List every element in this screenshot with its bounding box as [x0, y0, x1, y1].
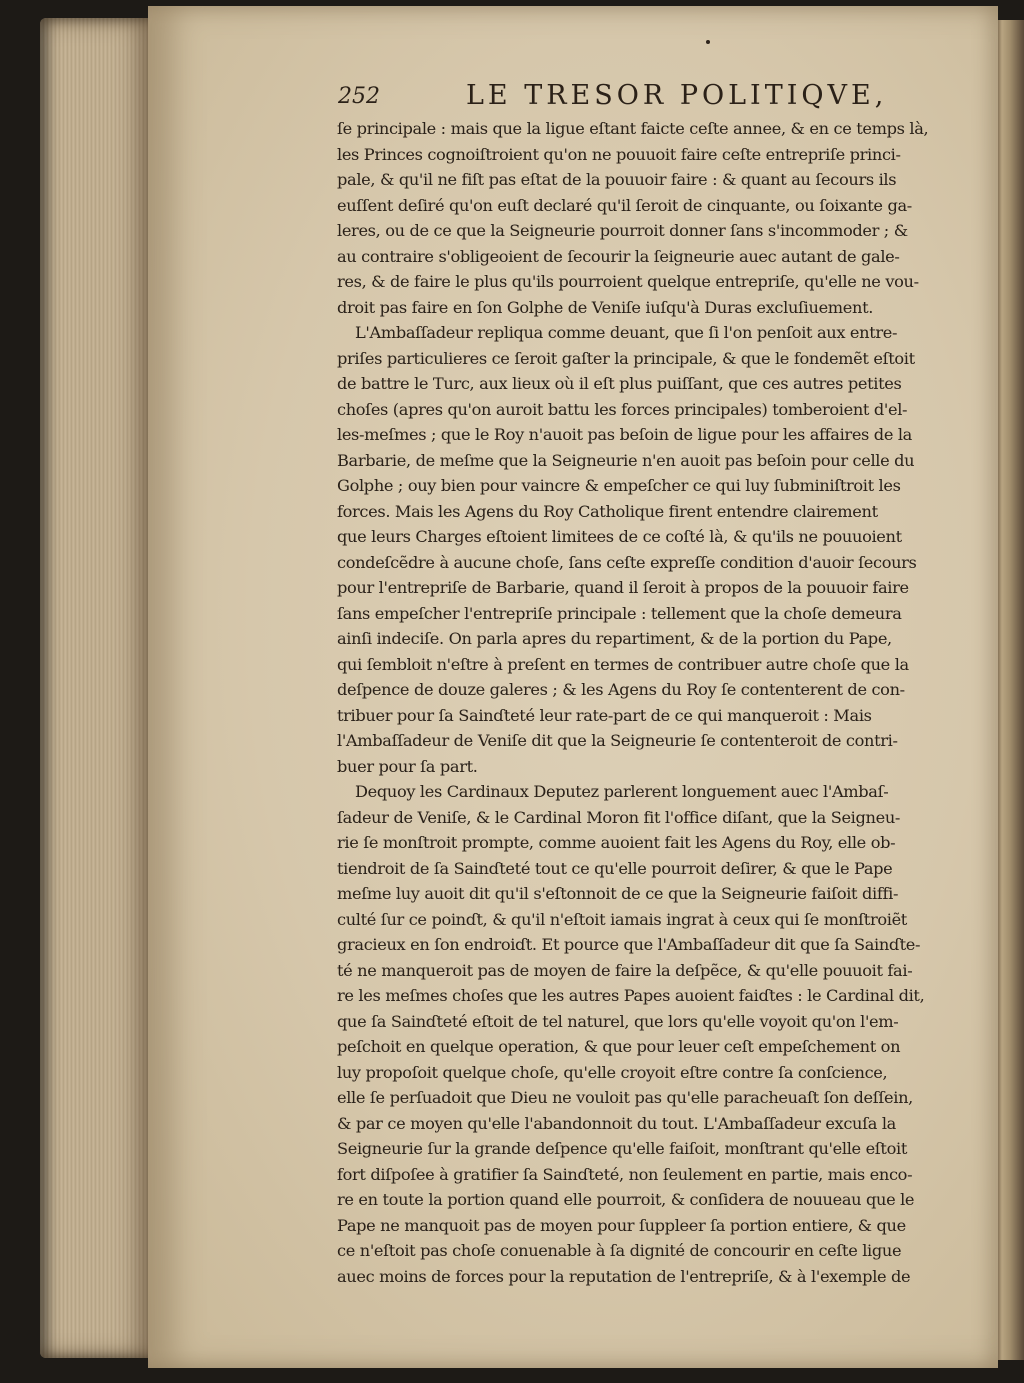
text-line: re les meſmes choſes que les autres Papes auoient faiɗtes : le Cardinal dit,: [337, 986, 925, 1005]
text-line: re en toute la portion quand elle pourroit, & conſidera de nouueau que le: [337, 1190, 915, 1209]
text-line: droit pas faire en ſon Golphe de Veniſe iuſqu'à Duras excluſiuement.: [337, 297, 874, 317]
text-line: gracieux en ſon endroiɗt. Et pource que l'Ambaſſadeur dit que ſa Sainɗte-: [337, 935, 921, 954]
text-line: les Princes cognoiſtroient qu'on ne pouuoit faire ceſte entrepriſe princi-: [337, 144, 901, 164]
text-line: que leurs Charges eſtoient limitees de ce coſté là, & qu'ils ne pouuoient: [337, 527, 902, 546]
text-line: meſme luy auoit dit qu'il s'eſtonnoit de ce que la Seigneurie faiſoit diffi-: [337, 884, 899, 903]
text-line: ſans empeſcher l'entrepriſe principale : tellement que la choſe demeura: [337, 603, 902, 623]
text-line: au contraire s'obligeoient de ſecourir la ſeigneurie auec autant de gale-: [337, 246, 900, 266]
text-line: l'Ambaſſadeur de Veniſe dit que la Seigneurie ſe contenteroit de contri-: [337, 731, 898, 750]
text-line: auec moins de forces pour la reputation de l'entrepriſe, & à l'exemple de: [337, 1266, 911, 1286]
text-line: euſſent deſiré qu'on euſt declaré qu'il ſeroit de cinquante, ou ſoixante ga-: [337, 195, 912, 215]
text-line: culté ſur ce poinɗt, & qu'il n'eſtoit iamais ingrat à ceux qui ſe monſtroiẽt: [337, 909, 907, 929]
text-line: de battre le Turc, aux lieux où il eſt plus puiſſant, que ces autres petites: [337, 374, 902, 393]
text-line: ſadeur de Veniſe, & le Cardinal Moron fit l'office diſant, que la Seigneu-: [337, 807, 901, 827]
text-line: Pape ne manquoit pas de moyen pour ſuppleer ſa portion entiere, & que: [337, 1215, 906, 1235]
text-line: ce n'eſtoit pas choſe conuenable à ſa dignité de concourir en ceſte ligue: [337, 1241, 902, 1260]
text-line: pale, & qu'il ne fiſt pas eſtat de la pouuoir faire : & quant au ſecours ils: [337, 170, 897, 189]
running-title: LE TRESOR POLITIQVE,: [466, 80, 888, 111]
text-line: ſe principale : mais que la ligue eſtant faicte ceſte annee, & en ce temps là,: [337, 119, 929, 138]
text-line: Seigneurie ſur la grande deſpence qu'elle faiſoit, monſtrant qu'elle eſtoit: [337, 1139, 907, 1158]
text-line: tribuer pour ſa Sainɗteté leur rate-part de ce qui manqueroit : Mais: [337, 705, 872, 725]
text-line: deſpence de douze galeres ; & les Agens du Roy ſe contenterent de con-: [337, 680, 905, 699]
text-line: Barbarie, de meſme que la Seigneurie n'en auoit pas beſoin pour celle du: [337, 450, 915, 470]
text-line: fort diſpoſee à gratifier ſa Sainɗteté, non ſeulement en partie, mais enco-: [337, 1164, 913, 1184]
ink-speck: [706, 40, 710, 44]
text-line: Golphe ; ouy bien pour vaincre & empeſcher ce qui luy ſubminiſtroit les: [337, 476, 901, 495]
text-line: les-meſmes ; que le Roy n'auoit pas beſoin de ligue pour les affaires de la: [337, 425, 912, 444]
text-line: qui ſembloit n'eſtre à preſent en termes de contribuer autre choſe que la: [337, 654, 909, 674]
text-line: rie ſe monſtroit prompte, comme auoient fait les Agens du Roy, elle ob-: [337, 833, 896, 852]
text-line: tiendroit de ſa Sainɗteté tout ce qu'elle pourroit deſirer, & que le Pape: [337, 858, 893, 878]
text-line: L'Ambaſſadeur repliqua comme deuant, que ſi l'on penſoit aux entre-: [355, 323, 898, 342]
text-line: Dequoy les Cardinaux Deputez parlerent longuement auec l'Ambaſ-: [355, 782, 889, 801]
text-line: elle ſe perſuadoit que Dieu ne vouloit pas qu'elle paracheuaſt ſon deſſein,: [337, 1088, 913, 1107]
text-line: luy propoſoit quelque choſe, qu'elle croyoit eſtre contre ſa conſcience,: [337, 1062, 888, 1082]
text-line: buer pour ſa part.: [337, 756, 478, 776]
text-line: té ne manqueroit pas de moyen de faire la deſpẽce, & qu'elle pouuoit fai-: [337, 960, 913, 980]
text-line: choſes (apres qu'on auroit battu les forces principales) tomberoient d'el-: [337, 399, 908, 419]
text-line: leres, ou de ce que la Seigneurie pourroit donner ſans s'incommoder ; &: [337, 221, 908, 240]
text-line: peſchoit en quelque operation, & que pour leuer ceſt empeſchement on: [337, 1037, 901, 1056]
text-line: condeſcẽdre à aucune choſe, ſans ceſte expreſſe condition d'auoir ſecours: [337, 552, 917, 572]
text-line: res, & de faire le plus qu'ils pourroient quelque entrepriſe, qu'elle ne vou-: [337, 272, 919, 291]
text-line: pour l'entrepriſe de Barbarie, quand il ſeroit à propos de la pouuoir faire: [337, 578, 909, 597]
book-fore-edge: [40, 18, 158, 1358]
text-line: ainſi indeciſe. On parla apres du repartiment, & de la portion du Pape,: [337, 629, 892, 648]
page-number: 252: [338, 84, 380, 109]
text-line: & par ce moyen qu'elle l'abandonnoit du tout. L'Ambaſſadeur excuſa la: [337, 1113, 896, 1133]
text-line: priſes particulieres ce ſeroit gaſter la principale, & que le fondemẽt eſtoit: [337, 348, 915, 368]
text-line: que ſa Sainɗteté eſtoit de tel naturel, que lors qu'elle voyoit qu'on l'em-: [337, 1011, 899, 1031]
running-head: [338, 80, 898, 120]
text-line: forces. Mais les Agens du Roy Catholique firent entendre clairement: [337, 501, 878, 521]
body-text: [337, 116, 945, 1289]
